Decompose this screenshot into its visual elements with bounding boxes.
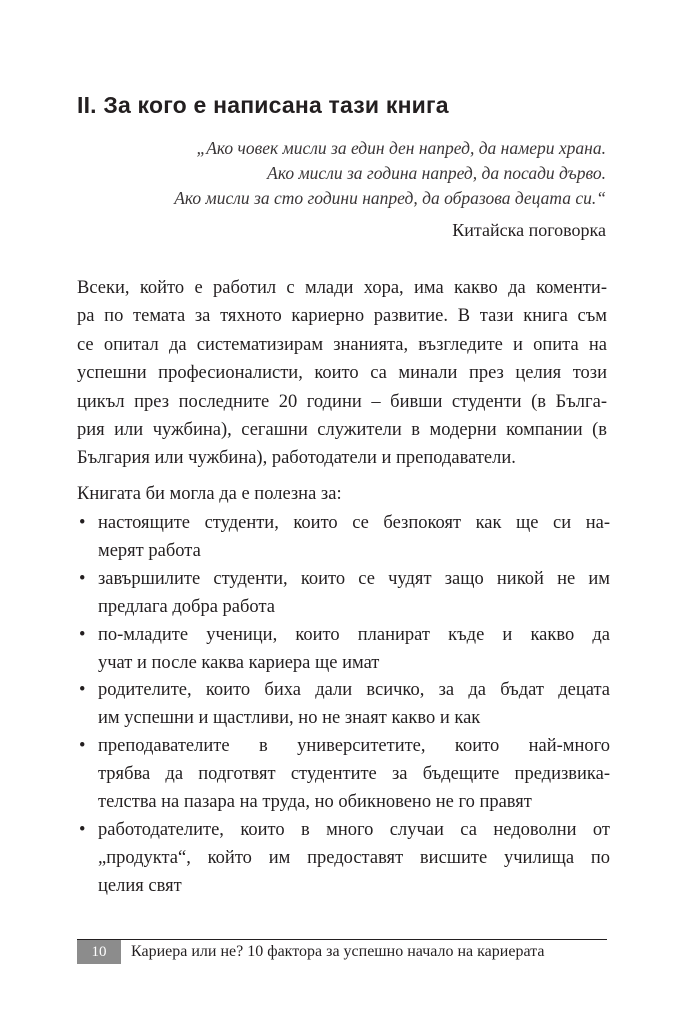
list-item-line: преподавателите в университетите, които най-много: [98, 736, 610, 757]
list-item-line: телства на пазара на труда, но обикновено не го правят: [98, 792, 532, 813]
paragraph-line: ра по темата за тяхното кариерно развитие. В тази книга съм: [77, 306, 607, 327]
bullet-icon: •: [79, 680, 86, 701]
footer-divider: [77, 939, 607, 940]
bullet-icon: •: [79, 568, 86, 589]
epigraph-source: Китайска поговорка: [452, 220, 606, 240]
list-item: [77, 733, 610, 817]
list-item-line: по-младите ученици, които планират къде и какво да: [98, 624, 610, 645]
list-item-line: предлага добра работа: [98, 596, 275, 617]
list-item-line: трябва да подготвят студентите за бъдещите предизвика-: [98, 764, 610, 785]
list-intro-paragraph: [77, 480, 607, 508]
audience-list: [77, 510, 610, 901]
paragraph-line: рия или чужбина), сегашни служители в модерни компании (в: [77, 420, 607, 441]
bullet-icon: •: [79, 513, 86, 533]
list-item: [77, 677, 610, 733]
list-item: [77, 817, 610, 901]
list-item: [77, 622, 610, 678]
list-item-line: работодателите, които в много случаи са недоволни от: [98, 819, 610, 840]
epigraph-line: Ако мисли за година напред, да посади дърво.: [267, 163, 606, 183]
list-item-line: учат и после каква кариера ще имат: [98, 652, 380, 673]
paragraph-line: Всеки, който е работил с млади хора, има какво да коменти-: [77, 278, 607, 298]
paragraph-line: Книгата би могла да е полезна за:: [77, 484, 342, 504]
paragraph-line: успешни професионалисти, които са минали през целия този: [77, 363, 607, 384]
list-item-line: „продукта“, който им предоставят висшите училища по: [98, 847, 610, 868]
bullet-icon: •: [79, 736, 86, 757]
list-item-line: настоящите студенти, които се безпокоят как ще си на-: [98, 513, 610, 533]
section-heading: II. За кого е написана тази книга: [77, 92, 449, 118]
bullet-icon: •: [79, 624, 86, 645]
list-item: [77, 510, 610, 566]
epigraph-quote: [174, 136, 606, 211]
list-item-line: завършилите студенти, които се чудят защо никой не им: [98, 568, 610, 589]
page-number: 10: [77, 940, 121, 964]
paragraph-line: България или чужбина), работодатели и преподаватели.: [77, 448, 516, 469]
running-footer-title: Кариера или не? 10 фактора за успешно начало на кариерата: [131, 943, 545, 960]
list-item: [77, 566, 610, 622]
epigraph-line: Ако мисли за сто години напред, да образова децата си.“: [174, 188, 606, 208]
intro-paragraph: [77, 274, 607, 473]
paragraph-line: цикъл през последните 20 години – бивши студенти (в Бълга-: [77, 391, 607, 412]
list-item-line: родителите, които биха дали всичко, за да бъдат децата: [98, 680, 610, 701]
paragraph-line: се опитал да систематизирам знанията, възгледите и опита на: [77, 334, 607, 355]
list-item-line: целия свят: [98, 875, 182, 896]
list-item-line: мерят работа: [98, 540, 201, 561]
bullet-icon: •: [79, 819, 86, 840]
epigraph-line: „Ако човек мисли за един ден напред, да намери храна.: [196, 138, 606, 158]
list-item-line: им успешни и щастливи, но не знаят какво и как: [98, 708, 481, 729]
